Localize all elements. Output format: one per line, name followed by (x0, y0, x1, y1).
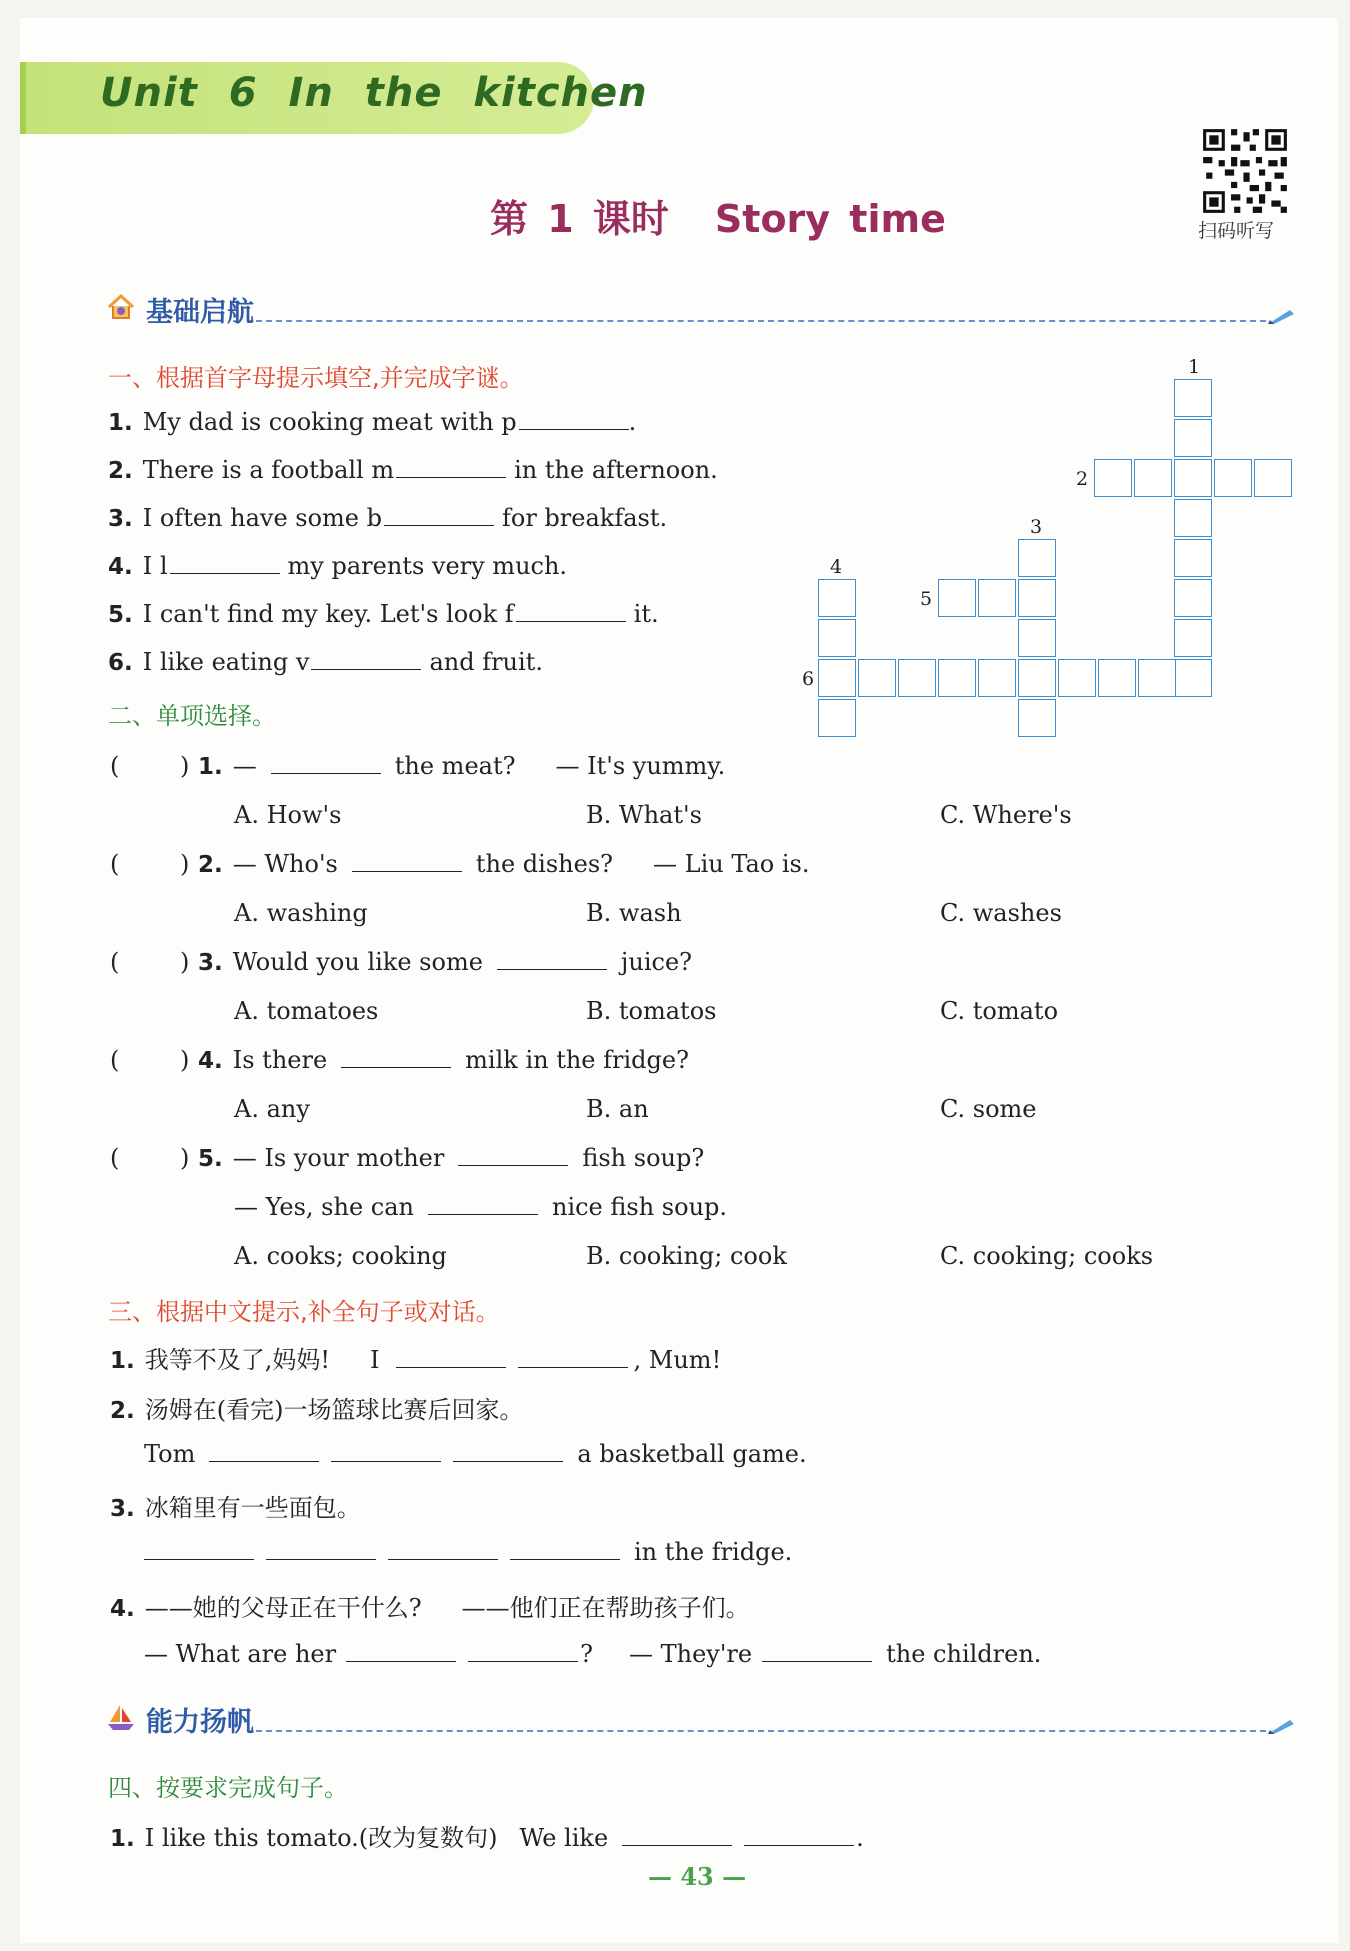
question-text: a basketball game. (577, 1440, 807, 1468)
option-c[interactable]: C. some (940, 1095, 1037, 1123)
option-b[interactable]: B. What's (586, 801, 702, 829)
crossword-cell[interactable] (1174, 579, 1212, 617)
item-text: I often have some b (142, 504, 382, 532)
part2-question-3 (198, 948, 692, 976)
lesson-label: 第 1 课时 (490, 197, 669, 241)
question-text: — What are her (144, 1640, 337, 1668)
question-text: , Mum! (633, 1346, 722, 1374)
chinese-prompt: 汤姆在(看完)一场篮球比赛后回家。 (144, 1396, 524, 1424)
part1-item-1 (108, 408, 636, 436)
crossword-cell[interactable] (1174, 459, 1212, 497)
question-number: 1. (110, 1348, 135, 1374)
chinese-prompt: ——他们正在帮助孩子们。 (461, 1594, 750, 1622)
answer-blank[interactable] (518, 1347, 628, 1368)
crossword-cell[interactable] (1058, 659, 1096, 697)
answer-blank[interactable] (516, 601, 626, 622)
crossword-cell[interactable] (1174, 539, 1212, 577)
item-text: it. (633, 600, 659, 628)
item-text: my parents very much. (287, 552, 568, 580)
part1-item-2 (108, 456, 718, 484)
answer-blank[interactable] (519, 409, 629, 430)
section-basic-header (106, 288, 1296, 328)
crossword-cell[interactable] (978, 659, 1016, 697)
section-basic-title: 基础启航 (146, 297, 254, 328)
question-text: — Who's (232, 850, 338, 878)
crossword-cell[interactable] (1018, 539, 1056, 577)
crossword-cell[interactable] (938, 659, 976, 697)
part3-question-4 (110, 1588, 750, 1623)
chinese-prompt: 我等不及了,妈妈! (144, 1346, 331, 1374)
page-number: — 43 — (648, 1862, 747, 1891)
item-text: I like eating v (142, 648, 310, 676)
question-text: nice fish soup. (551, 1193, 728, 1221)
answer-blank[interactable] (497, 949, 607, 970)
item-number: 2. (108, 458, 133, 484)
clue-number: 2 (1076, 468, 1089, 490)
item-text: and fruit. (429, 648, 543, 676)
answer-blank[interactable] (346, 1641, 456, 1662)
answer-paren-open: ( (110, 948, 120, 976)
crossword-cell[interactable] (818, 659, 856, 697)
item-number: 5. (108, 602, 133, 628)
answer-blank[interactable] (331, 1441, 441, 1462)
question-text: — They're (628, 1640, 753, 1668)
lesson-name: Story time (714, 197, 946, 241)
item-text: for breakfast. (502, 504, 668, 532)
qr-label: 扫码听写 (1198, 220, 1275, 242)
option-c[interactable]: C. tomato (940, 997, 1059, 1025)
answer-blank[interactable] (744, 1825, 854, 1846)
answer-blank[interactable] (311, 649, 421, 670)
question-text: We like (519, 1824, 609, 1852)
part4-title: 四、按要求完成句子。 (108, 1774, 348, 1802)
answer-paren-open: ( (110, 850, 120, 878)
crossword-cell[interactable] (818, 579, 856, 617)
option-c[interactable]: C. cooking; cooks (940, 1242, 1154, 1270)
question-text: — Is your mother (232, 1144, 445, 1172)
answer-paren-close: ) (180, 1144, 190, 1172)
item-text: . (628, 408, 637, 436)
crossword-cell[interactable] (1018, 619, 1056, 657)
question-number: 5. (198, 1146, 223, 1172)
question-text: — Liu Tao is. (653, 850, 810, 878)
question-number: 2. (110, 1398, 135, 1424)
answer-paren-open: ( (110, 1046, 120, 1074)
item-text: There is a football m (142, 456, 395, 484)
part3-question-2-answer (144, 1440, 807, 1468)
part1-item-4 (108, 552, 567, 580)
question-text: the dishes? (475, 850, 614, 878)
question-text: Would you like some (232, 948, 483, 976)
answer-blank[interactable] (396, 457, 506, 478)
answer-blank[interactable] (271, 753, 381, 774)
question-text: Tom (144, 1440, 196, 1468)
question-number: 4. (198, 1048, 223, 1074)
option-b[interactable]: B. an (586, 1095, 649, 1123)
question-text: I (370, 1346, 380, 1374)
crossword-cell[interactable] (1174, 379, 1212, 417)
answer-paren-open: ( (110, 1144, 120, 1172)
option-c[interactable]: C. washes (940, 899, 1062, 927)
part2-question-1 (198, 752, 725, 780)
item-number: 1. (108, 410, 133, 436)
question-text: — It's yummy. (555, 752, 726, 780)
section-ability-header (106, 1698, 1296, 1738)
crossword-cell[interactable] (1134, 459, 1172, 497)
part1-title: 一、根据首字母提示填空,并完成字谜。 (108, 364, 524, 392)
question-text: — Yes, she can (234, 1193, 414, 1221)
answer-blank[interactable] (384, 505, 494, 526)
crossword-cell[interactable] (1174, 499, 1212, 537)
crossword-cell[interactable] (938, 579, 976, 617)
answer-blank[interactable] (341, 1047, 451, 1068)
answer-blank[interactable] (144, 1539, 254, 1560)
part1-item-5 (108, 600, 659, 628)
option-b[interactable]: B. wash (586, 899, 682, 927)
question-number: 1. (110, 1826, 135, 1852)
part4-question-1 (110, 1818, 864, 1853)
house-icon (106, 292, 136, 322)
answer-paren-close: ) (180, 752, 190, 780)
crossword-cell[interactable] (978, 579, 1016, 617)
crossword-cell[interactable] (898, 659, 936, 697)
option-b[interactable]: B. cooking; cook (586, 1242, 787, 1270)
answer-paren-open: ( (110, 752, 120, 780)
part3-question-3 (110, 1488, 361, 1523)
answer-blank[interactable] (622, 1825, 732, 1846)
question-text: Is there (232, 1046, 328, 1074)
section-divider (256, 1730, 1266, 1732)
sailboat-icon (106, 1702, 136, 1732)
lesson-title (490, 188, 946, 243)
question-number: 3. (110, 1496, 135, 1522)
part2-question-4 (198, 1046, 689, 1074)
clue-number: 1 (1188, 356, 1201, 378)
item-number: 6. (108, 650, 133, 676)
question-text: the meat? (394, 752, 516, 780)
option-a[interactable]: A. any (234, 1095, 310, 1123)
crossword-cell[interactable] (1254, 459, 1292, 497)
option-a[interactable]: A. How's (234, 801, 342, 829)
section-divider (256, 320, 1266, 322)
question-number: 3. (198, 950, 223, 976)
qr-code-icon[interactable] (1200, 126, 1290, 216)
question-text: fish soup? (582, 1144, 705, 1172)
answer-paren-close: ) (180, 948, 190, 976)
answer-blank[interactable] (762, 1641, 872, 1662)
question-text: I like this tomato.(改为复数句) (144, 1824, 498, 1852)
crossword-cell[interactable] (1018, 579, 1056, 617)
crossword-cell[interactable] (818, 619, 856, 657)
option-b[interactable]: B. tomatos (586, 997, 717, 1025)
option-c[interactable]: C. Where's (940, 801, 1072, 829)
chinese-prompt: ——她的父母正在干什么? (144, 1594, 422, 1622)
pen-icon (1266, 304, 1296, 326)
clue-number: 3 (1030, 516, 1043, 538)
question-text: — (232, 752, 257, 780)
answer-blank[interactable] (428, 1194, 538, 1215)
option-a[interactable]: A. cooks; cooking (234, 1242, 447, 1270)
crossword-cell[interactable] (858, 659, 896, 697)
answer-blank[interactable] (266, 1539, 376, 1560)
part3-question-1 (110, 1340, 721, 1375)
answer-paren-close: ) (180, 1046, 190, 1074)
answer-blank[interactable] (510, 1539, 620, 1560)
crossword-cell[interactable] (1174, 619, 1212, 657)
option-a[interactable]: A. washing (234, 899, 368, 927)
part1-item-6 (108, 648, 543, 676)
answer-blank[interactable] (468, 1641, 578, 1662)
crossword-cell[interactable] (1018, 659, 1056, 697)
crossword-cell[interactable] (818, 699, 856, 737)
item-text: I l (142, 552, 168, 580)
part2-question-5 (198, 1144, 704, 1172)
part3-question-3-answer (136, 1538, 792, 1566)
item-text: I can't find my key. Let's look f (142, 600, 514, 628)
answer-blank[interactable] (209, 1441, 319, 1462)
answer-paren-close: ) (180, 850, 190, 878)
question-text: the children. (886, 1640, 1042, 1668)
clue-number: 6 (802, 668, 815, 690)
crossword-cell[interactable] (1214, 459, 1252, 497)
part2-question-5-line2 (234, 1193, 727, 1221)
crossword-cell[interactable] (1174, 419, 1212, 457)
crossword-cell[interactable] (1094, 459, 1132, 497)
part2-question-2 (198, 850, 810, 878)
crossword-cell[interactable] (1098, 659, 1136, 697)
chinese-prompt: 冰箱里有一些面包。 (144, 1494, 361, 1522)
answer-blank[interactable] (388, 1539, 498, 1560)
part2-title: 二、单项选择。 (108, 702, 276, 730)
part3-question-2 (110, 1390, 523, 1425)
answer-blank[interactable] (170, 553, 280, 574)
question-number: 1. (198, 754, 223, 780)
item-number: 3. (108, 506, 133, 532)
question-text: . (856, 1824, 864, 1852)
item-text: in the afternoon. (514, 456, 718, 484)
item-number: 4. (108, 554, 133, 580)
section-ability-title: 能力扬帆 (146, 1707, 254, 1738)
crossword-cell[interactable] (1174, 659, 1212, 697)
crossword-cell[interactable] (1138, 659, 1176, 697)
part1-item-3 (108, 504, 667, 532)
pen-icon (1266, 1714, 1296, 1736)
question-text: juice? (620, 948, 693, 976)
question-number: 2. (198, 852, 223, 878)
clue-number: 4 (830, 556, 843, 578)
answer-blank[interactable] (453, 1441, 563, 1462)
unit-title: Unit 6 In the kitchen (100, 70, 648, 116)
clue-number: 5 (920, 588, 933, 610)
question-text: in the fridge. (634, 1538, 793, 1566)
answer-blank[interactable] (458, 1145, 568, 1166)
question-number: 4. (110, 1596, 135, 1622)
question-text: milk in the fridge? (465, 1046, 689, 1074)
option-a[interactable]: A. tomatoes (234, 997, 379, 1025)
answer-blank[interactable] (396, 1347, 506, 1368)
question-text: ? (580, 1640, 593, 1668)
item-text: My dad is cooking meat with p (142, 408, 517, 436)
answer-blank[interactable] (352, 851, 462, 872)
part3-title: 三、根据中文提示,补全句子或对话。 (108, 1298, 500, 1326)
part3-question-4-answer (144, 1640, 1041, 1668)
crossword-cell[interactable] (1018, 699, 1056, 737)
